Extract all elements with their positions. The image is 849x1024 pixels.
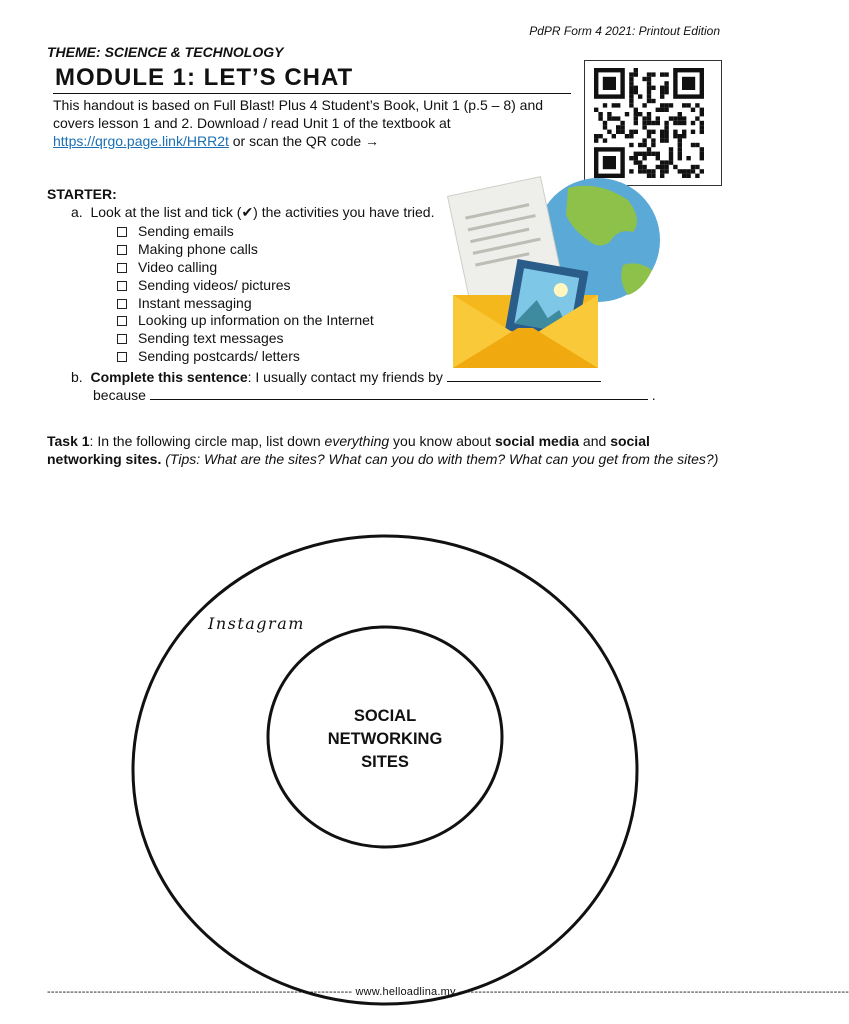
intro-paragraph (53, 96, 573, 150)
checkbox-icon[interactable] (117, 352, 127, 362)
task1-text-1: : In the following circle map, list down (89, 433, 325, 449)
footer-dashes-right: ----------------------------------------------------------------------------------------------------- (458, 986, 849, 998)
footer-site: www.helloadlina.my (355, 986, 456, 998)
question-b-marker: b. (71, 369, 83, 385)
question-a-marker: a. (71, 204, 83, 220)
center-label-line: SITES (361, 753, 409, 771)
activity-label: Sending text messages (138, 330, 284, 347)
list-item[interactable] (117, 312, 374, 330)
center-label-line: NETWORKING (327, 730, 443, 748)
theme-value: SCIENCE & TECHNOLOGY (104, 44, 284, 60)
document-envelope-globe-illustration (438, 170, 663, 370)
activity-label: Sending postcards/ letters (138, 348, 300, 365)
list-item[interactable] (117, 223, 374, 241)
question-b-end: . (651, 387, 656, 403)
task1-text-6: social networking sites. (47, 433, 650, 467)
intro-text-end: or scan the QR code → (228, 133, 380, 149)
activity-label: Looking up information on the Internet (138, 312, 374, 329)
question-a (71, 204, 434, 221)
edition-label: PdPR Form 4 2021: Printout Edition (529, 24, 720, 38)
list-item[interactable] (117, 330, 374, 348)
question-a-text-end: ) the activities you have tried. (253, 204, 435, 220)
checkbox-icon[interactable] (117, 334, 127, 344)
handwritten-entry: Instagram (208, 614, 305, 633)
question-b-because: because (93, 387, 146, 403)
intro-text: This handout is based on Full Blast! Plus 4 Student’s Book, Unit 1 (p.5 – 8) and covers lesson 1 and 2. Download / read Unit 1 of the textbook at (53, 97, 544, 131)
theme-label: THEME: (47, 44, 101, 60)
textbook-link[interactable]: https://qrgo.page.link/HRR2t (53, 133, 229, 149)
activity-checklist (117, 223, 374, 366)
question-b-line1 (71, 368, 691, 386)
center-label-line: SOCIAL (353, 707, 417, 725)
page-title: MODULE 1: LET’S CHAT (55, 64, 354, 91)
starter-label: STARTER: (47, 186, 117, 202)
question-b-text: : I usually contact my friends by (247, 369, 443, 385)
circle-map (130, 533, 640, 1008)
task1-tips: (Tips: What are the sites? What can you do with them? What can you get from the sites?) (161, 451, 719, 467)
question-b-bold: Complete this sentence (90, 369, 248, 385)
checkbox-icon[interactable] (117, 299, 127, 309)
checkbox-icon[interactable] (117, 227, 127, 237)
activity-label: Instant messaging (138, 294, 252, 311)
question-b (71, 368, 691, 404)
list-item[interactable] (117, 259, 374, 277)
qr-code-icon[interactable] (584, 60, 722, 186)
list-item[interactable] (117, 277, 374, 295)
task1-label: Task 1 (47, 433, 90, 449)
activity-label: Sending emails (138, 223, 234, 239)
title-underline (53, 93, 571, 94)
activity-label: Video calling (138, 258, 218, 275)
list-item[interactable] (117, 348, 374, 366)
answer-blank-reason[interactable] (150, 387, 648, 400)
tick-icon: ✔ (241, 204, 254, 220)
task1-text-4: social media (495, 433, 580, 449)
checkbox-icon[interactable] (117, 263, 127, 273)
task1-text-5: and (579, 433, 611, 449)
answer-blank-method[interactable] (447, 369, 601, 382)
list-item[interactable] (117, 295, 374, 313)
theme-line (47, 44, 283, 60)
question-a-text-start: Look at the list and tick ( (90, 204, 242, 220)
task1-instructions (47, 432, 727, 468)
activity-label: Sending videos/ pictures (138, 276, 291, 293)
footer (47, 986, 849, 998)
checkbox-icon[interactable] (117, 316, 127, 326)
task1-text-2: everything (324, 433, 390, 449)
list-item[interactable] (117, 241, 374, 259)
question-b-line2 (71, 386, 691, 404)
checkbox-icon[interactable] (117, 245, 127, 255)
activity-label: Making phone calls (138, 240, 258, 257)
task1-text-3: you know about (389, 433, 495, 449)
footer-dashes-left: ------------------------------------------------------------------------------- (47, 986, 353, 998)
checkbox-icon[interactable] (117, 281, 127, 291)
